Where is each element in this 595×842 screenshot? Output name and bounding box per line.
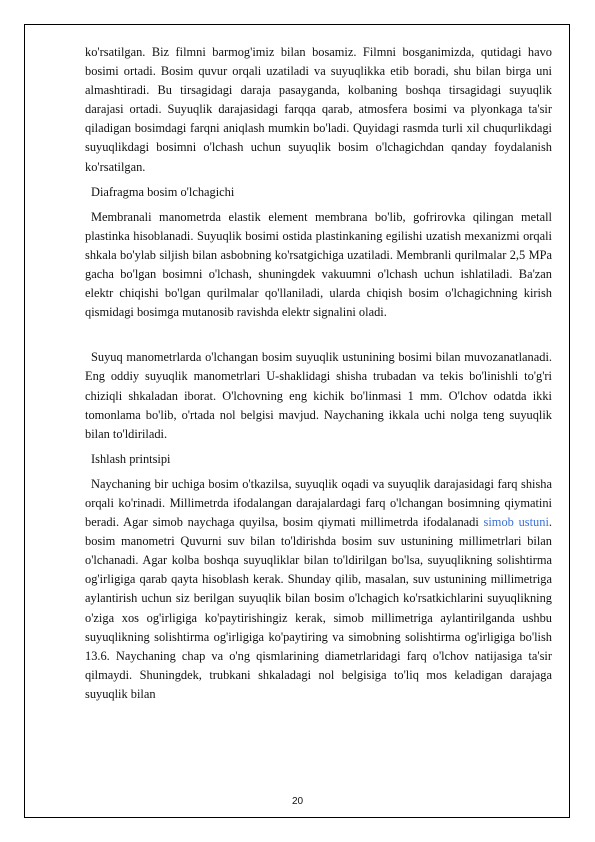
paragraph-membrane: Membranali manometrda elastik element membrana bo'lib, gofrirovka qilingan metall plastinka hisoblanadi. Suyuqlik bosimi ostida plastinkaning egilishi uzatish mexanizmi orqali shkala bo'ylab siljish bilan asbobning ko'rsatgichiga uzatiladi. Membranli qurilmalar 2,5 MPa gacha bo'lgan bosimni o'lchash, shuningdek vakuumni o'lchash uchun ishlatiladi. Ba'zan elektr chiqishi bo'lgan qurilmalar qo'llaniladi, ularda chiqish bosim o'lchagichning kirish qismidagi bosimga mutanosib ravishda elektr signalini oladi. xyxy=(85,209,552,320)
page-number: 20 xyxy=(291,796,304,807)
document-body xyxy=(85,43,552,704)
paragraph-intro: ko'rsatilgan. Biz filmni barmog'imiz bilan bosamiz. Filmni bosganimizda, qutidagi havo bosimi ortadi. Bosim quvur orqali uzatiladi va suyuqlikka etib boradi, shu bilan birga uni almashtiradi. Bu tirsagidagi daraja pasayganda, kolbaning boshqa tirsagidagi suyuqlik darajasi ortadi. Suyuqlik darajasidagi farqqa qarab, atmosfera bosimi va plyonkaga ta'sir qiladigan bosimdagi farqni aniqlash mumkin bo'ladi. Quyidagi rasmda turli xil chuqurlikdagi suyuqlikdagi bosimni o'lchash uchun suyuqlik bosim o'lchagichdan qanday foydalanish ko'rsatilgan. xyxy=(85,45,552,174)
paragraph-principle-part2: . bosim manometri Quvurni suv bilan to'ldirishda bosim suv ustunining millimetrlari bilan o'lchanadi. Agar kolba boshqa suyuqliklar bilan to'ldirilgan bo'lsa, suyuqlikning solishtirma og'irligiga qarab qayta hisoblash kerak. Shunday qilib, masalan, suv ustunining millimetriga aylantirish uchun siz berilgan suyuqlik bilan bosim o'lchagich ko'rsatkichlarini suyuqlikning o'ziga xos og'irligiga ko'paytirishingiz kerak, simob millimetriga aylantirilganda ushbu suyuqlikning solishtirma og'irligiga ko'paytiring va simobning solishtirma og'irligiga bo'lish 13.6. Naychaning chap va o'ng qismlarining diametrlaridagi farq o'lchov natijasiga ta'sir qilmaydi. Shuningdek, trubkani shkaladagi nol belgisiga to'liq mos keladigan darajaga suyuqlik bilan xyxy=(85,515,552,701)
heading-diaphragm-gauge: Diafragma bosim o'lchagichi xyxy=(91,184,235,199)
paragraph-principle xyxy=(85,475,552,704)
paragraph-principle-part1: Naychaning bir uchiga bosim o'tkazilsa, suyuqlik oqadi va suyuqlik darajasidagi farq shisha orqali ko'rinadi. Millimetrda ifodalangan darajalardagi farq o'lchangan bosimning qiymatini beradi. Agar simob naychaga quyilsa, bosim qiymati millimetrda ifodalanadi xyxy=(85,476,552,530)
mercury-column-link[interactable]: simob ustuni xyxy=(483,515,549,530)
paragraph-liquid-manometer: Suyuq manometrlarda o'lchangan bosim suyuqlik ustunining bosimi bilan muvozanatlanadi. Eng oddiy suyuqlik manometrlari U-shaklidagi shisha trubadan va tekis bo'linishli to'g'ri chiziqli shkaladan iborat. O'lchovning eng kichik bo'linmasi 1 mm. O'lchov odatda ikki tomonlama bo'lib, o'rtada nol belgisi mavjud. Naychaning ikkala uchi nolga teng suyuqlik bilan to'ldiriladi. xyxy=(85,350,552,441)
heading-working-principle: Ishlash printsipi xyxy=(91,451,171,466)
